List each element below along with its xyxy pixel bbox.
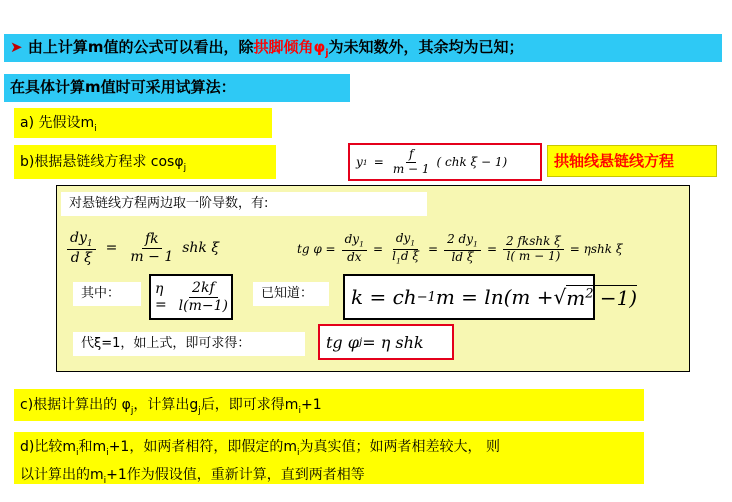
eq2-lhs: tg φ =: [297, 242, 336, 256]
catenary-y-sub: 1: [362, 157, 368, 167]
step-c-box: [14, 389, 644, 421]
step-c-end: +1: [300, 397, 322, 413]
eq2-frac1: [342, 233, 367, 264]
eq1-frac-right: [127, 231, 176, 264]
catenary-label-box: [547, 145, 717, 177]
method-banner-text: 在具体计算m值时可采用试算法：: [10, 78, 236, 96]
eta-den: l(m−1): [178, 297, 228, 314]
step-c-mid2: 后，即可求得m: [200, 397, 299, 413]
catenary-fraction: [390, 148, 433, 177]
substitution-label-box: [73, 332, 305, 356]
eq1-num1-sub: 1: [86, 238, 93, 249]
step-d-sub-4: i: [103, 475, 107, 486]
intro-banner: [4, 34, 722, 62]
eq2-frac3: [444, 233, 481, 264]
derivative-eq1: [67, 224, 219, 272]
banner-highlight: 拱脚倾角φ: [253, 38, 326, 56]
step-c-pre: c)根据计算出的 φ: [20, 397, 131, 413]
step-a-text: a) 先假设m: [20, 115, 95, 131]
catenary-eq-sign: =: [373, 155, 384, 169]
where-label-box: [73, 282, 141, 306]
step-d-text-3: +1，如两者相符，即假定的m: [108, 439, 297, 455]
eq2-eq2: =: [428, 242, 439, 256]
eq2-f1-den: dx: [347, 249, 362, 264]
derivative-eq2: [297, 226, 622, 272]
step-b-text: b)根据悬链线方程求 cosφ: [20, 154, 184, 170]
eq2-f3-num: 2 dy: [447, 232, 473, 247]
step-d-sub-1: i: [76, 447, 79, 458]
known-label: 已知道：: [261, 286, 314, 301]
step-d-text-6: +1作为假设值，重新计算，直到两者相等: [106, 466, 365, 483]
step-d-sub-2: i: [106, 447, 109, 458]
k-equation: [343, 274, 638, 320]
eq2-f1-num-sub: 1: [359, 239, 365, 249]
step-a-box: [14, 108, 272, 138]
eq2-frac4: [503, 235, 564, 264]
eq2-f4-den: l( m − 1): [506, 248, 561, 263]
banner-prefix: 由上计算m值的公式可以看出，除: [27, 38, 254, 56]
eq2-eq3: =: [486, 242, 498, 256]
banner-highlight-sub: j: [325, 48, 329, 59]
eq1-num2: fk: [142, 231, 162, 248]
step-d-line1: [20, 436, 644, 464]
eq2-f2-den: l: [392, 248, 396, 263]
step-d-text-5: 以计算出的m: [20, 466, 104, 483]
step-d-line2: [20, 464, 644, 492]
eq2-f2-num-sub: 1: [410, 238, 416, 248]
catenary-equation: [348, 143, 542, 181]
catenary-num: f: [406, 148, 416, 163]
step-a-sub: i: [94, 123, 97, 134]
k-eq-rad-sup: 2: [585, 285, 594, 301]
step-d-text-4: 为真实值；如两者相差较大， 则: [299, 439, 500, 455]
k-eq-rad-tail: −1): [593, 285, 638, 310]
tg-sub: j: [358, 336, 363, 348]
sqrt-icon: √: [553, 285, 567, 309]
catenary-label: 拱轴线悬链线方程: [554, 152, 675, 170]
bullet-arrow-icon: ➤: [10, 38, 23, 56]
step-b-sub: j: [183, 162, 187, 173]
eq1-tail: shk ξ: [182, 240, 220, 256]
catenary-y: y: [356, 155, 363, 169]
eq2-frac2: [389, 232, 422, 266]
step-d-sub-3: i: [296, 447, 300, 458]
eq2-f2-den-sub: 1: [395, 255, 401, 265]
eq2-f3-den: ld ξ: [451, 249, 474, 264]
eq2-tail: = ηshk ξ: [569, 242, 623, 256]
eq2-f2-den-tail: d ξ: [400, 248, 420, 263]
where-label: 其中：: [81, 286, 121, 301]
eta-lhs: η =: [155, 281, 167, 313]
method-banner: [4, 74, 350, 102]
substitution-label: 代ξ=1，如上式，即可求得：: [81, 336, 251, 351]
tg-rhs: = η shk: [362, 332, 424, 352]
step-d-text-2: 和m: [78, 439, 107, 455]
step-c-sub3: i: [298, 405, 301, 416]
step-b-box: [14, 145, 276, 179]
k-eq-rad: m: [566, 285, 586, 310]
k-eq-mid: m = ln(m +: [435, 285, 554, 309]
k-eq-sup: −1: [416, 289, 436, 305]
step-c-sub2: j: [198, 405, 201, 416]
eq1-den2: m − 1: [130, 248, 174, 265]
eq2-f2-num: dy: [395, 231, 411, 246]
step-c-mid: ，计算出g: [133, 397, 199, 413]
eq2-f3-num-sub: 1: [473, 239, 478, 249]
known-label-box: [253, 282, 329, 306]
catenary-den: m − 1: [392, 161, 430, 176]
eta-num: 2kf: [189, 280, 218, 297]
eq1-num1: dy: [70, 229, 87, 246]
k-eq-lhs: k = ch: [351, 285, 417, 309]
eta-definition: [149, 274, 233, 320]
eta-fraction: [176, 280, 231, 313]
step-d-text-1: d)比较m: [20, 439, 76, 455]
panel-intro-box: [61, 192, 427, 216]
step-d-box: [14, 432, 644, 484]
derivative-panel: [56, 185, 690, 372]
tg-lhs: tg φ: [326, 332, 359, 352]
eq2-f1-num: dy: [344, 232, 360, 247]
step-c-sub1: j: [130, 405, 134, 416]
panel-intro: 对悬链线方程两边取一阶导数，有:: [69, 196, 269, 211]
tg-result: [318, 324, 454, 360]
eq2-f4-num: 2 fkshk ξ: [503, 235, 564, 250]
catenary-rest: ( chk ξ − 1): [436, 155, 508, 169]
eq1-eq: =: [105, 240, 118, 256]
eq2-eq1: =: [373, 242, 384, 256]
eq1-frac-left: [67, 230, 96, 266]
eq1-den1: d ξ: [70, 250, 92, 267]
banner-suffix: 为未知数外，其余均为已知；: [328, 38, 524, 56]
